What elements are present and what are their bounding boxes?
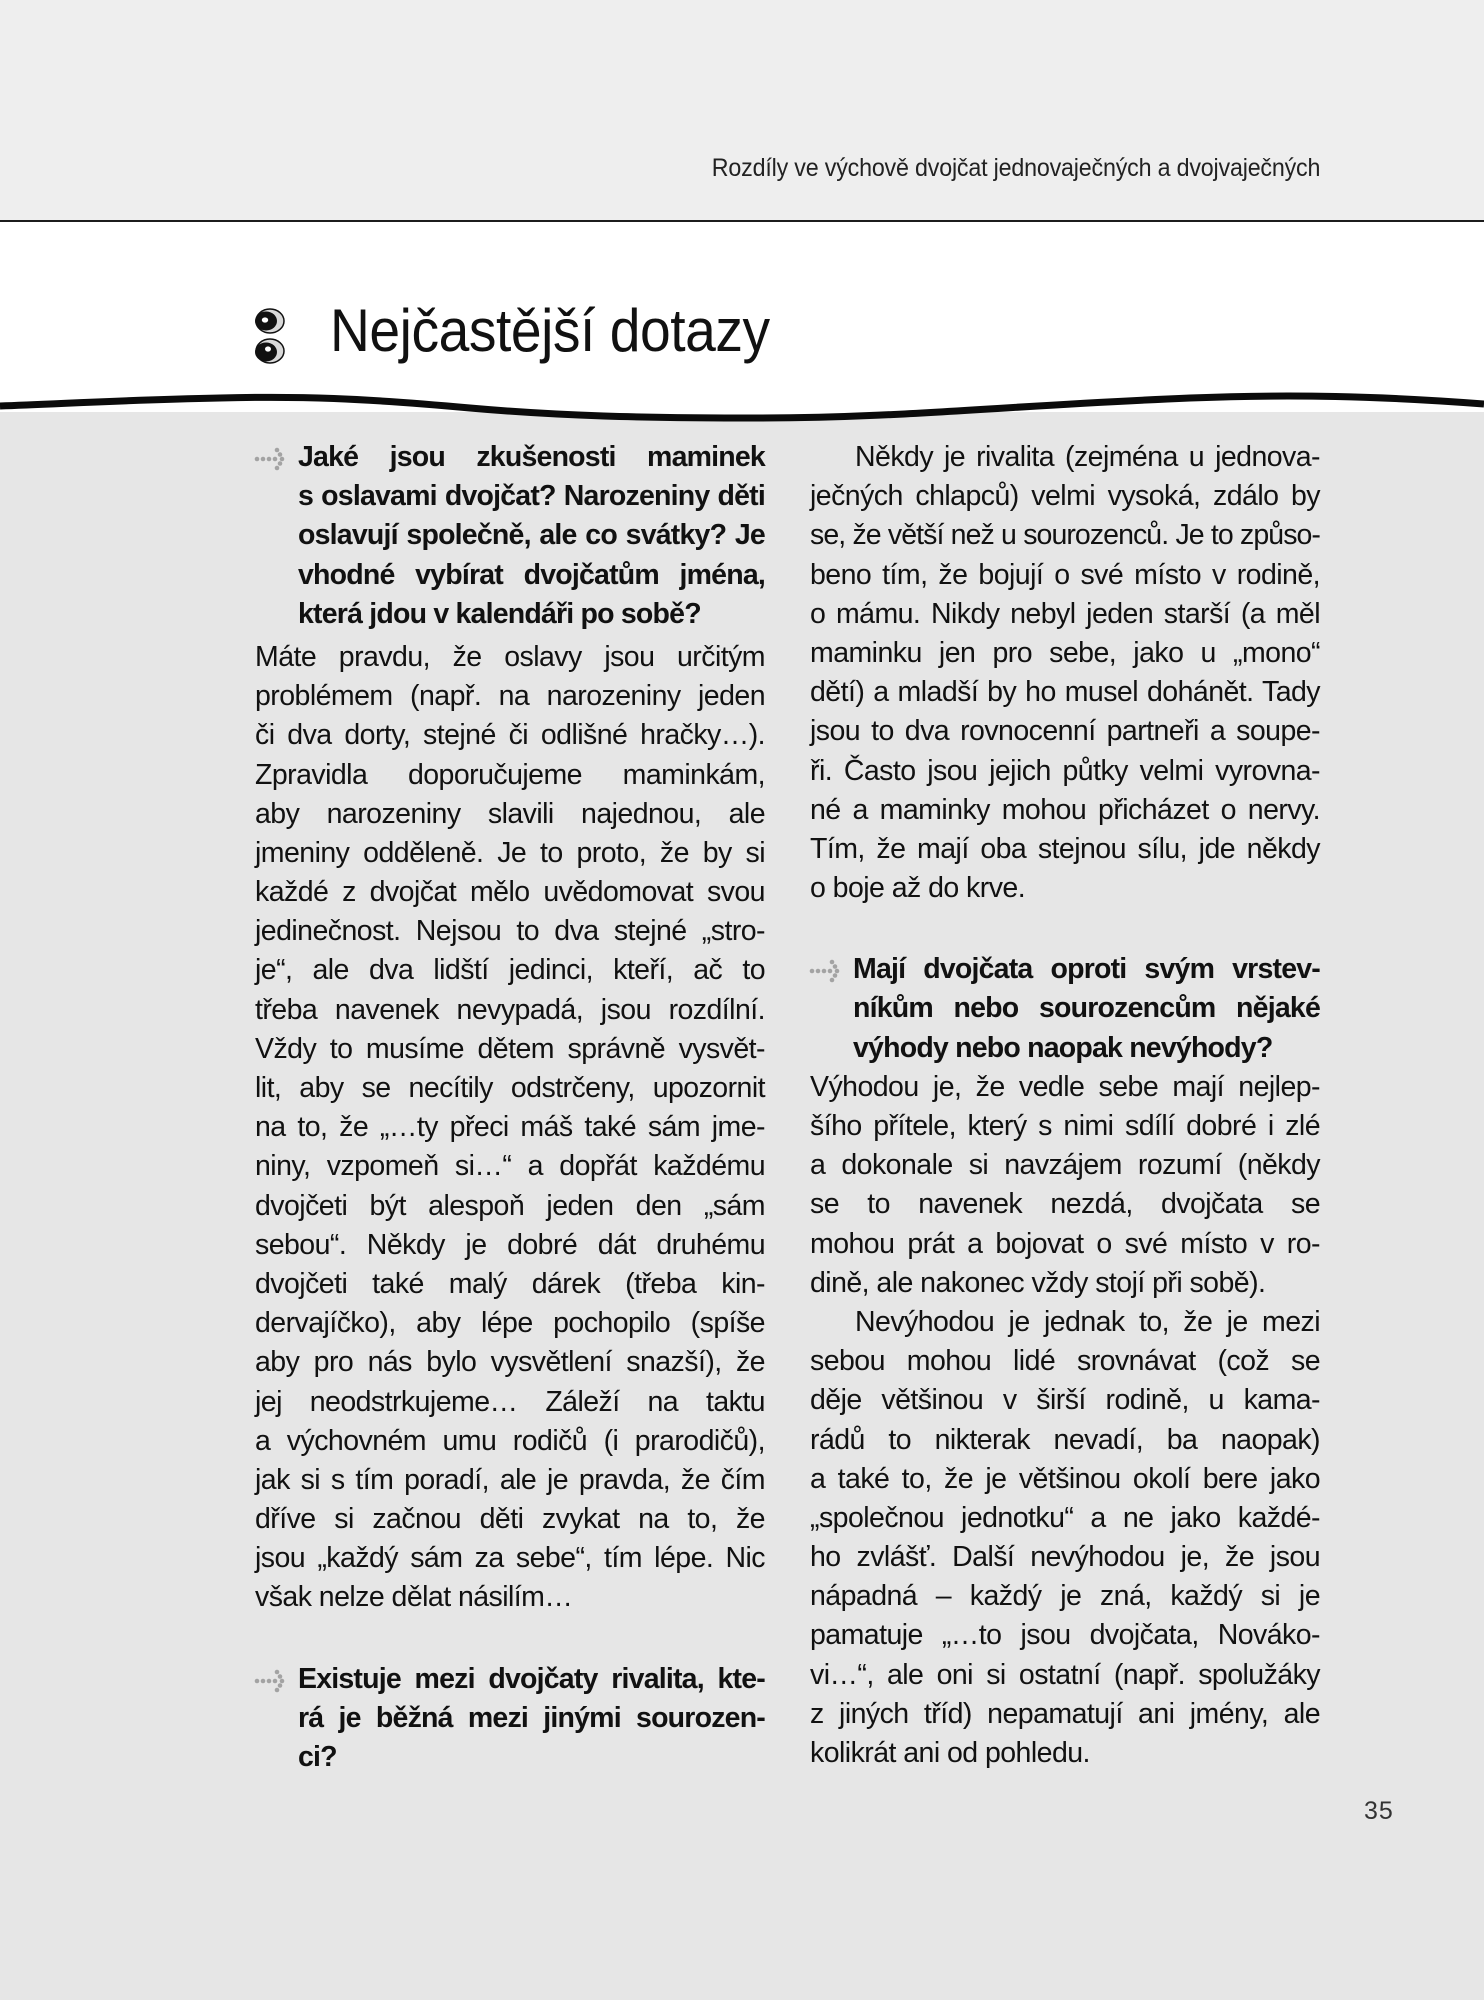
answer-line: pamatuje „…to jsou dvojčata, Nováko- (810, 1619, 1320, 1652)
answer-line: jsou to dva rovnocenní partneři a soupe- (810, 715, 1320, 748)
question-line: vhodné vybírat dvojčatům jména, (298, 558, 765, 591)
answer-line: Zpravidla doporučujeme maminkám, (255, 758, 765, 791)
answer-line: o mámu. Nikdy nebyl jeden starší (a měl (810, 597, 1320, 630)
question-line: rá je běžná mezi jinými sourozen- (298, 1701, 765, 1734)
twins-eyes-icon (253, 306, 289, 372)
answer-line: jedinečnost. Nejsou to dva stejné „stro- (255, 915, 765, 948)
answer-line: však nelze dělat násilím… (255, 1581, 573, 1614)
answer-line: děje většinou v širší rodině, u kama- (810, 1384, 1320, 1417)
answer-line: a dokonale si navzájem rozumí (někdy (810, 1149, 1320, 1182)
dotted-arrow-icon (809, 959, 843, 983)
answer-line: kolikrát ani od pohledu. (810, 1737, 1090, 1769)
answer-line: beno tím, že bojují o své místo v rodině, (810, 558, 1320, 591)
answer-line: aby narozeniny slavili najednou, ale (255, 797, 765, 830)
answer-line: maminku jen pro sebe, jako u „mono“ (810, 636, 1320, 669)
question-line: Mají dvojčata oproti svým vrstev- (853, 953, 1320, 986)
question-line: Jaké jsou zkušenosti maminek (298, 441, 765, 473)
answer-line: nápadná – každý je zná, každý si je (810, 1580, 1320, 1613)
question-line: která jdou v kalendáři po sobě? (298, 597, 701, 630)
answer-line: dříve si začnou děti zvykat na to, že (255, 1503, 765, 1536)
answer-line: šího přítele, který s nimi sdílí dobré i zlé (810, 1110, 1320, 1142)
answer-line: vi…“, ale oni si ostatní (např. spolužáky (810, 1658, 1320, 1691)
answer-line: „společnou jednotku“ a ne jako každé- (810, 1501, 1320, 1534)
wave-divider (0, 380, 1484, 430)
answer-line: a výchovném umu rodičů (i prarodičů), (255, 1424, 765, 1457)
question-birthday-celebrations (255, 438, 765, 634)
answer-line: Nevýhodou je jednak to, že je mezi (855, 1305, 1320, 1338)
answer-line: Tím, že mají oba stejnou sílu, jde někdy (810, 832, 1320, 865)
dotted-arrow-icon (254, 447, 288, 471)
question-line: s oslavami dvojčat? Narozeniny děti (298, 480, 765, 513)
answer-line: né a maminky mohou přicházet o nervy. (810, 793, 1320, 826)
answer-line: každé z dvojčat mělo uvědomovat svou (255, 876, 765, 909)
answer-line: jak si s tím poradí, ale je pravda, že čím (255, 1463, 765, 1496)
answer-line: sebou mohou lidé srovnávat (což se (810, 1345, 1320, 1378)
answer-line: Výhodou je, že vedle sebe mají nejlep- (810, 1070, 1320, 1103)
answer-line: mohou prát a bojovat o své místo v ro- (810, 1227, 1320, 1260)
answer-line: z jiných tříd) nepamatují ani jmény, ale (810, 1697, 1320, 1730)
answer-line: dervajíčko), aby lépe pochopilo (spíše (255, 1307, 765, 1340)
question-rivalry (255, 1660, 765, 1778)
answer-line: jej neodstrkujeme… Záleží na taktu (255, 1385, 765, 1418)
question-line: výhody nebo naopak nevýhody? (853, 1031, 1273, 1064)
answer-line: Někdy je rivalita (zejména u jednova- (855, 441, 1320, 473)
right-column (810, 438, 1320, 1773)
answer-line: niny, vzpomeň si…“ a dopřát každému (255, 1150, 765, 1183)
question-line: Existuje mezi dvojčaty rivalita, kte- (298, 1662, 765, 1695)
answer-line: dině, ale nakonec vždy stojí při sobě). (810, 1266, 1266, 1299)
answer-line: jsou „každý sám za sebe“, tím lépe. Nic (255, 1542, 765, 1575)
eye-top (255, 309, 284, 333)
answer-line: je“, ale dva lidští jedinci, kteří, ač to (255, 954, 765, 987)
answer-line: na to, že „…ty přeci máš také sám jme- (255, 1111, 765, 1144)
answer-line: jmeniny odděleně. Je to proto, že by si (255, 836, 765, 869)
answer-line: dvojčeti být alespoň jeden den „sám (255, 1189, 765, 1222)
answer-line: problémem (např. na narozeniny jeden (255, 680, 765, 713)
running-header-band (0, 0, 1484, 222)
answer-line: Máte pravdu, že oslavy jsou určitým (255, 640, 765, 673)
answer-line: ho zvlášť. Další nevýhodou je, že jsou (810, 1541, 1320, 1574)
page-number: 35 (1364, 1797, 1394, 1825)
answer-line: Vždy to musíme dětem správně vysvět- (255, 1032, 765, 1065)
answer-advantages (810, 1068, 1320, 1773)
left-column (255, 438, 765, 1777)
question-line: níkům nebo sourozencům nějaké (853, 992, 1320, 1025)
answer-line: dvojčeti také malý dárek (třeba kin- (255, 1267, 765, 1300)
answer-line: a také to, že je většinou okolí bere jako (810, 1462, 1320, 1495)
answer-line: ječných chlapců) velmi vysoká, zdálo by (810, 480, 1320, 513)
answer-line: sebou“. Někdy je dobré dát druhému (255, 1228, 765, 1261)
answer-line: lit, aby se necítily odstrčeny, upozornit (255, 1072, 765, 1104)
dotted-arrow-icon (254, 1669, 288, 1693)
answer-line: třeba navenek nevypadá, jsou rozdílní. (255, 993, 765, 1026)
answer-line: ři. Často jsou jejich půtky velmi vyrovna- (810, 754, 1320, 787)
answer-line: se, že větší než u sourozenců. Je to způso- (810, 519, 1320, 552)
answer-line: se to navenek nezdá, dvojčata se (810, 1188, 1320, 1221)
question-line: ci? (298, 1741, 337, 1773)
section-title: Nejčastější dotazy (330, 297, 770, 364)
answer-birthday-celebrations (255, 638, 765, 1618)
question-line: oslavují společně, ale co svátky? Je (298, 519, 765, 552)
eye-bottom (255, 339, 284, 363)
answer-line: aby pro nás bylo vysvětlení snazší), že (255, 1346, 765, 1379)
answer-line: o boje až do krve. (810, 872, 1026, 905)
answer-rivalry (810, 438, 1320, 908)
answer-line: či dva dorty, stejné či odlišné hračky…). (255, 719, 765, 752)
running-head: Rozdíly ve výchově dvojčat jednovaječných a dvojvaječných (711, 154, 1320, 182)
answer-line: dětí) a mladší by ho musel dohánět. Tady (810, 676, 1320, 709)
question-advantages (810, 950, 1320, 1068)
answer-line: rádů to nikterak nevadí, ba naopak) (810, 1423, 1320, 1456)
